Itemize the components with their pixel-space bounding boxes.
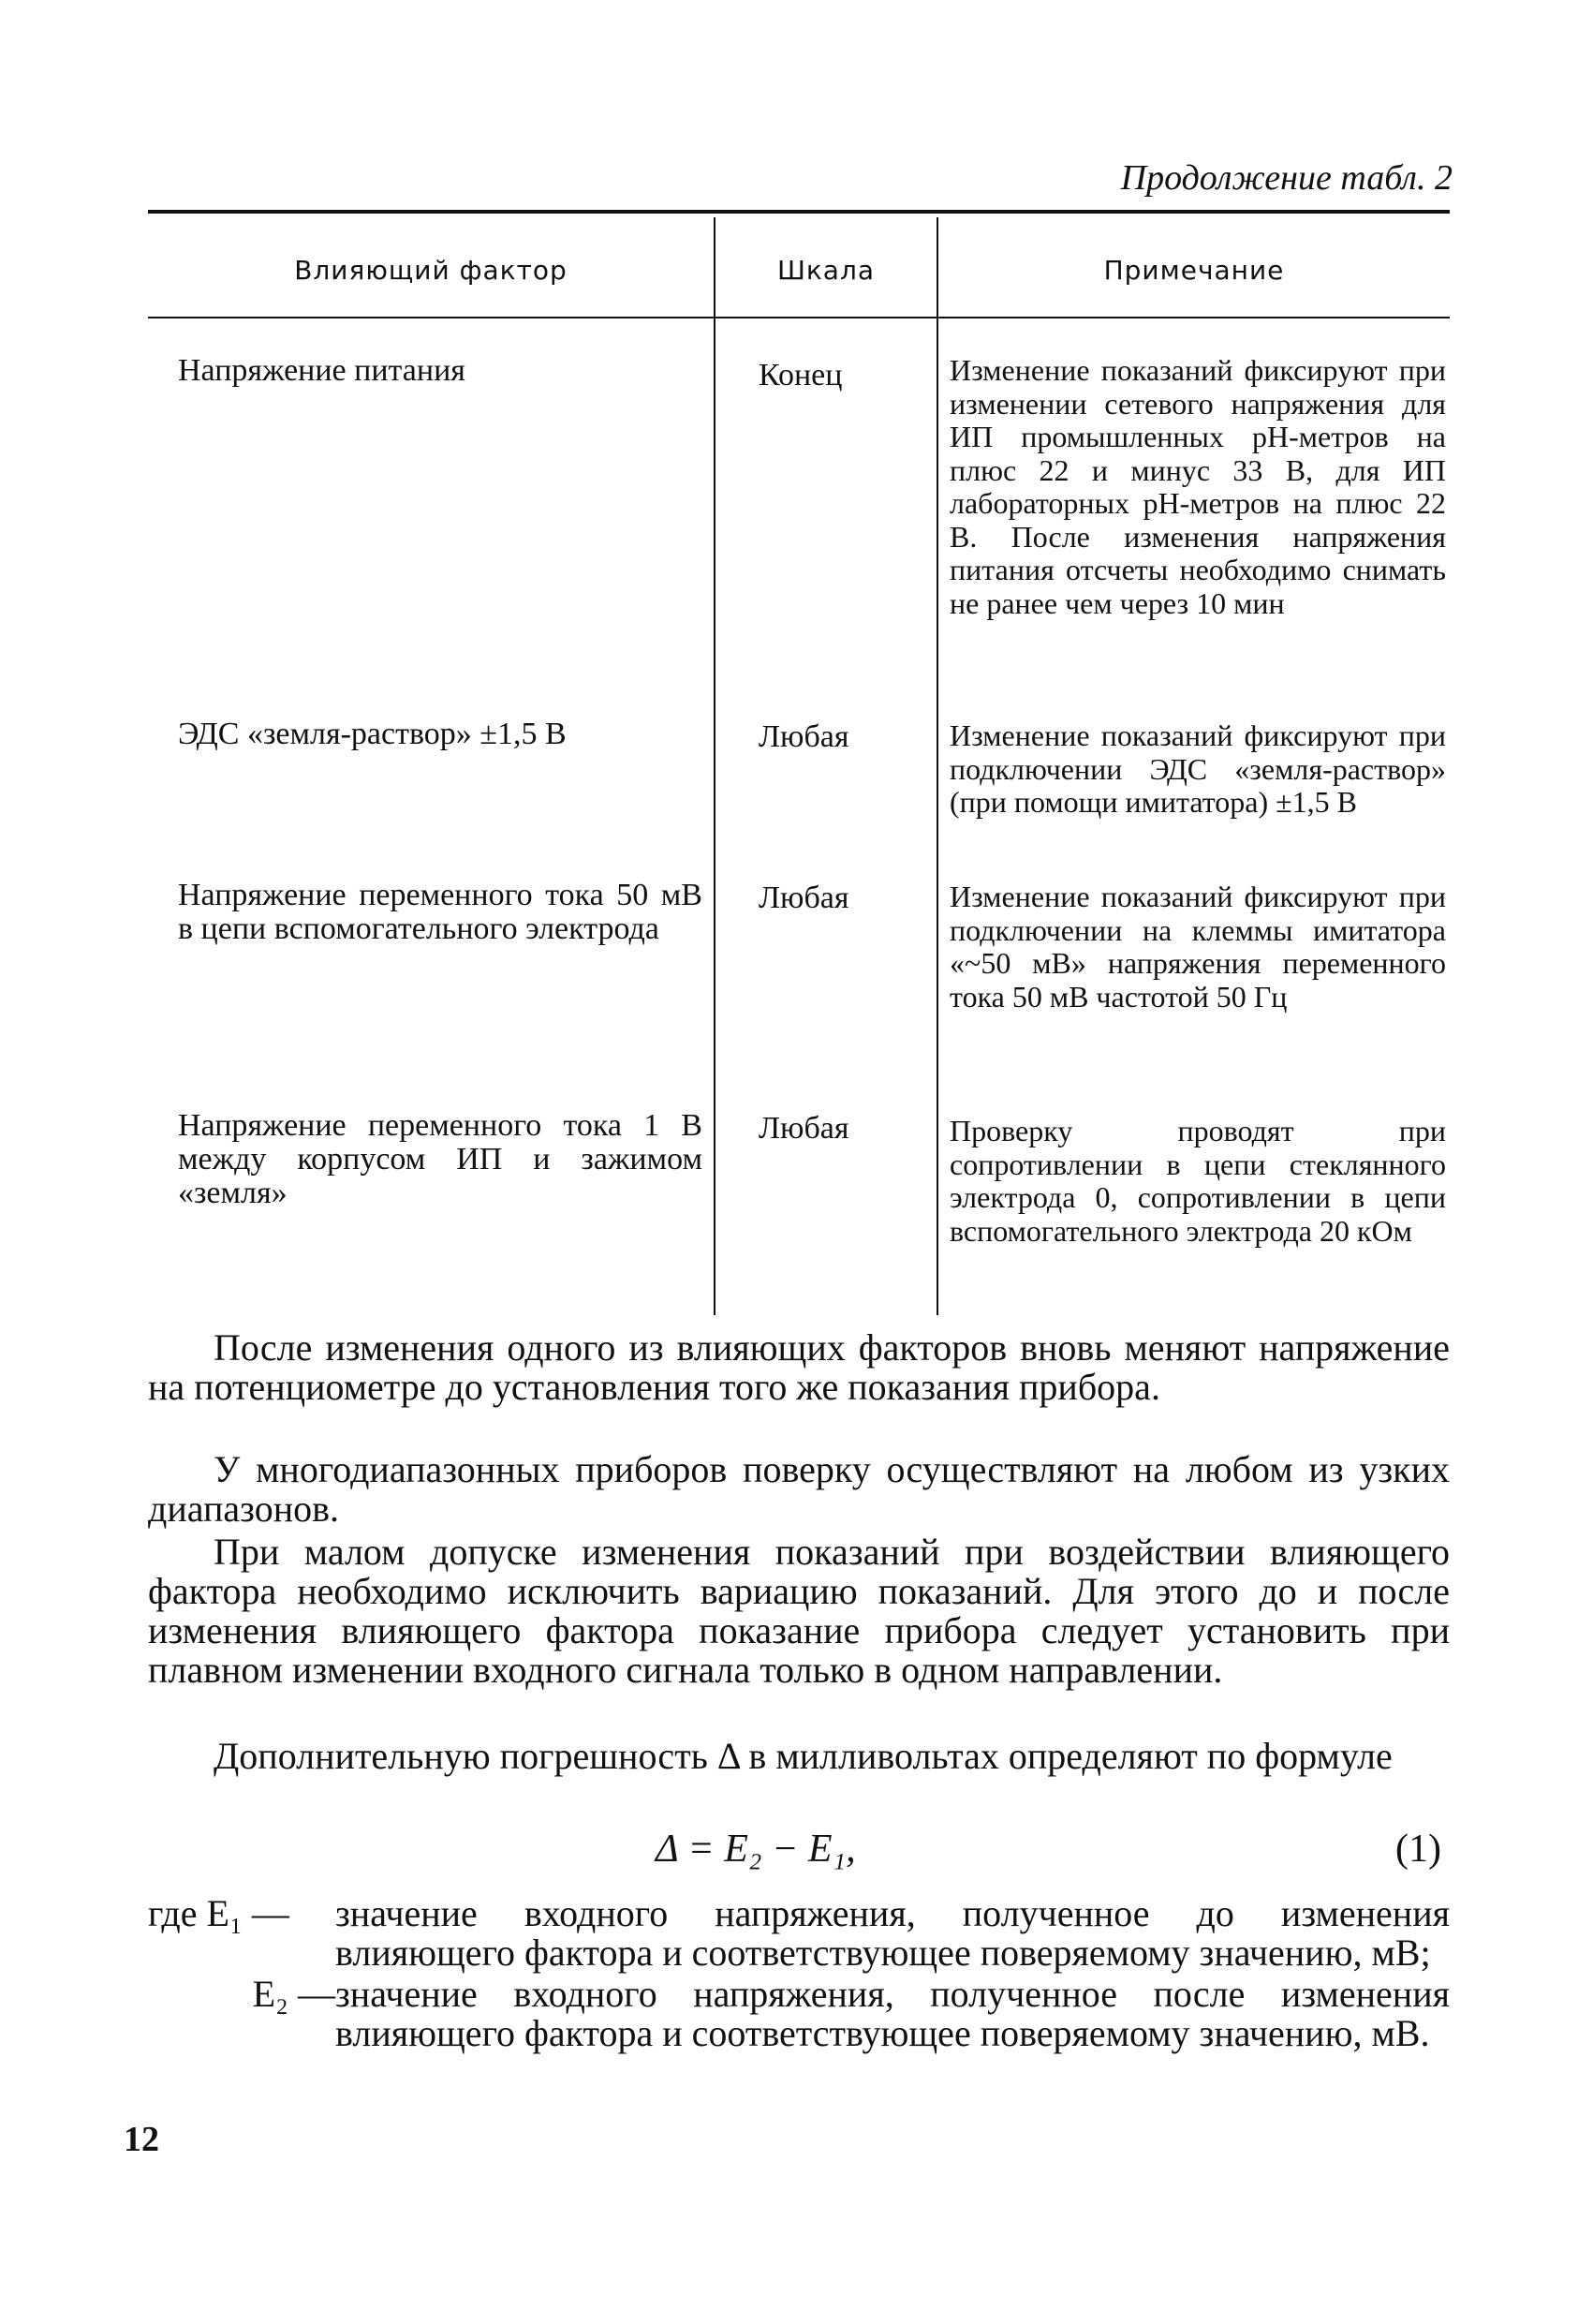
definition-row xyxy=(148,1975,1450,2053)
table-top-rule xyxy=(148,210,1450,214)
definition-term: E₂ — xyxy=(252,1973,335,2015)
table-cell-scale: Конец xyxy=(759,358,843,392)
definitions xyxy=(148,1894,1450,2053)
formula: Δ = E₂ − E₁, xyxy=(656,1828,856,1871)
table-cell-factor: Напряжение переменного тока 1 В между корпусом ИП и зажимом «земля» xyxy=(178,1108,702,1210)
formula-number: (1) xyxy=(1395,1828,1441,1871)
definition-text: значение входного напряжения, полученное после изменения влияющего фактора и соответствующее поверяемому значению, мВ. xyxy=(335,1973,1450,2054)
table-cell-note: Изменение показаний фиксируют при подключении на клеммы имитатора «~50 мВ» напряжения переменного тока 50 мВ частотой 50 Гц xyxy=(950,880,1446,1014)
paragraph: У многодиапазонных приборов поверку осуществляют на любом из узких диапазонов. xyxy=(148,1448,1450,1530)
table-cell-factor: Напряжение питания xyxy=(178,353,465,388)
page-number: 12 xyxy=(124,2120,159,2159)
table-cell-note: Изменение показаний фиксируют при подключении ЭДС «земля-раствор» (при помощи имитатора) ±1,5 В xyxy=(950,718,1446,819)
definition-text: значение входного напряжения, полученное до изменения влияющего фактора и соответствующее поверяемому значению, мВ; xyxy=(335,1892,1450,1974)
table-header-scale: Шкала xyxy=(776,255,876,286)
table-cell-scale: Любая xyxy=(759,719,849,754)
definition-term: где E₁ — xyxy=(148,1892,289,1934)
table-cell-note: Изменение показаний фиксируют при изменении сетевого напряжения для ИП промышленных рН-метров на плюс 22 и минус 33 В, для ИП лабораторных рН-метров на плюс 22 В. После изменения напряжения питания отсчеты необходимо снимать не ранее чем через 10 мин xyxy=(950,353,1446,620)
table-cell-scale: Любая xyxy=(759,881,849,915)
table-header-factor: Влияющий фактор xyxy=(294,255,568,286)
table-caption: Продолжение табл. 2 xyxy=(1120,158,1453,198)
table-header-note: Примечание xyxy=(1103,255,1285,286)
paragraph: После изменения одного из влияющих факторов вновь меняют напряжение на потенциометре до установления того же показания прибора. xyxy=(148,1326,1450,1408)
table-cell-factor: ЭДС «земля-раствор» ±1,5 В xyxy=(178,717,567,751)
table-cell-factor: Напряжение переменного тока 50 мВ в цепи вспомогательного электрода xyxy=(178,878,702,946)
table-cell-scale: Любая xyxy=(759,1111,849,1146)
paragraph: Дополнительную погрешность Δ в милливольтах определяют по формуле xyxy=(214,1735,1393,1777)
paragraph: При малом допуске изменения показаний при воздействии влияющего фактора необходимо исключить вариацию показаний. Для этого до и после изменения влияющего фактора показание прибора следует установить при плавном изменении входного сигнала только в одном направлении. xyxy=(148,1531,1450,1691)
table-column-divider-1 xyxy=(714,217,715,1315)
table-header-rule xyxy=(148,317,1450,318)
definition-row xyxy=(148,1894,1450,1973)
table-column-divider-2 xyxy=(937,217,938,1315)
table-cell-note: Проверку проводят при сопротивлении в цепи стеклянного электрода 0, сопротивлении в цепи вспомогательного электрода 20 кОм xyxy=(950,1114,1446,1248)
